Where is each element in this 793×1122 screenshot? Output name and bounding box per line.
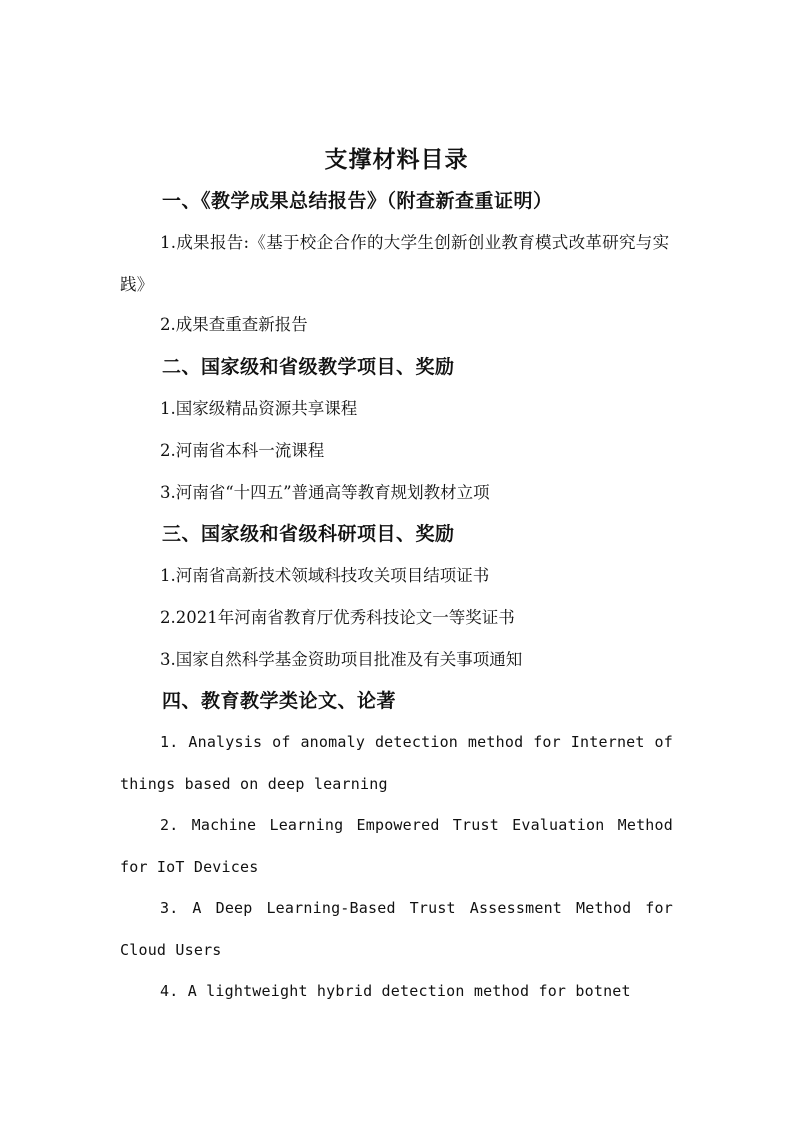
section-heading-2: 二、国家级和省级教学项目、奖励 bbox=[162, 356, 455, 378]
document-title: 支撑材料目录 bbox=[324, 147, 469, 173]
section-4-item-3: 3. A Deep Learning-Based Trust Assessment Method for Cloud Users bbox=[120, 899, 673, 959]
section-3-item-1: 1.河南省高新技术领域科技攻关项目结项证书 bbox=[160, 566, 490, 585]
section-1-item-1: 1.成果报告:《基于校企合作的大学生创新创业教育模式改革研究与实践》 bbox=[120, 233, 670, 294]
section-2-item-1: 1.国家级精品资源共享课程 bbox=[160, 399, 358, 418]
section-3-item-2: 2.2021年河南省教育厅优秀科技论文一等奖证书 bbox=[160, 608, 515, 627]
section-3-item-3: 3.国家自然科学基金资助项目批准及有关事项通知 bbox=[160, 650, 523, 669]
section-2-item-2: 2.河南省本科一流课程 bbox=[160, 441, 325, 460]
section-heading-1: 一、《教学成果总结报告》（附查新查重证明） bbox=[162, 190, 553, 212]
section-4-item-2: 2. Machine Learning Empowered Trust Evaluation Method for IoT Devices bbox=[120, 816, 673, 876]
section-4-item-4: 4. A lightweight hybrid detection method for botnet bbox=[160, 982, 631, 1000]
section-heading-4: 四、教育教学类论文、论著 bbox=[162, 690, 397, 712]
section-1-item-2: 2.成果查重查新报告 bbox=[160, 315, 308, 334]
section-4-item-1: 1. Analysis of anomaly detection method for Internet of things based on deep learning bbox=[120, 733, 673, 793]
section-heading-3: 三、国家级和省级科研项目、奖励 bbox=[162, 523, 455, 545]
section-2-item-3: 3.河南省“十四五”普通高等教育规划教材立项 bbox=[160, 483, 490, 502]
